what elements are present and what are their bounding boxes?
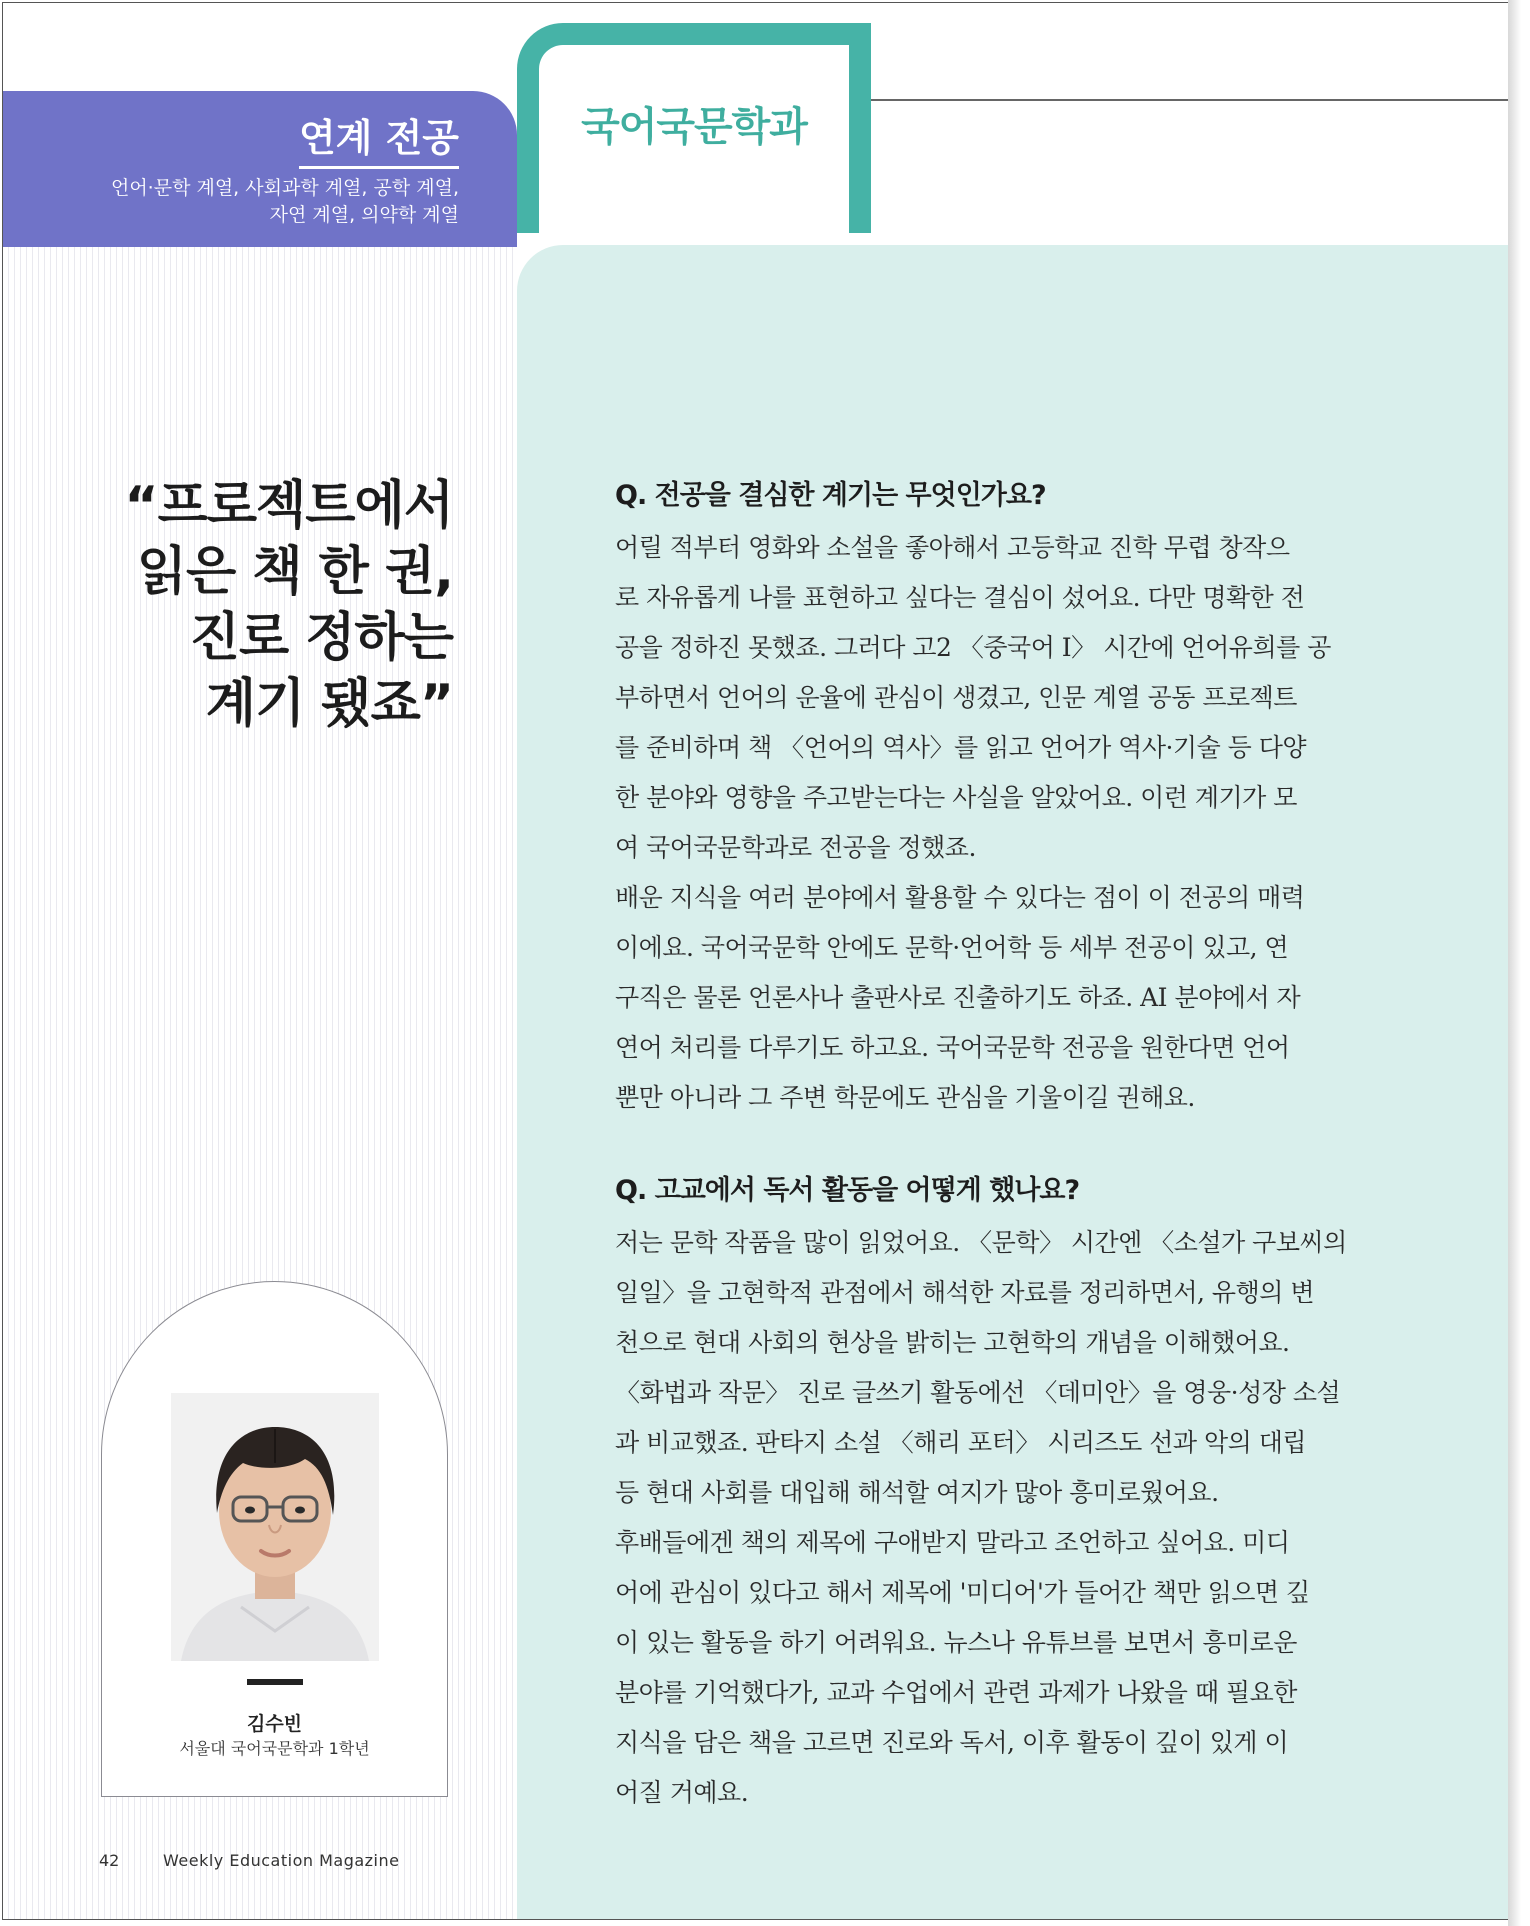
- answer-line: 후배들에겐 책의 제목에 구애받지 말라고 조언하고 싶어요. 미디: [615, 1528, 1290, 1557]
- answer-line: 뿐만 아니라 그 주변 학문에도 관심을 기울이길 권해요.: [615, 1083, 1195, 1112]
- answer-line: 연어 처리를 다루기도 하고요. 국어국문학 전공을 원한다면 언어: [615, 1033, 1290, 1062]
- answer-line: 이 있는 활동을 하기 어려워요. 뉴스나 유튜브를 보면서 흥미로운: [615, 1628, 1297, 1657]
- student-photo: [171, 1393, 379, 1661]
- answer-line: 저는 문학 작품을 많이 읽었어요. 〈문학〉 시간엔 〈소설가 구보씨의: [615, 1228, 1347, 1257]
- section-subtitle: [19, 175, 459, 229]
- answer-line: 〈화법과 작문〉 진로 글쓰기 활동에선 〈데미안〉을 영웅·성장 소설: [615, 1378, 1341, 1407]
- answer-line: 어릴 적부터 영화와 소설을 좋아해서 고등학교 진학 무렵 창작으: [615, 533, 1290, 562]
- student-name: 김수빈: [246, 1713, 303, 1735]
- student-portrait-illustration: [171, 1393, 379, 1661]
- page-number: 42: [99, 1851, 120, 1870]
- answer-line: 부하면서 언어의 운율에 관심이 생겼고, 인문 계열 공동 프로젝트: [615, 683, 1297, 712]
- answer-line: 어질 거예요.: [615, 1778, 749, 1807]
- profile-divider: [247, 1679, 303, 1685]
- quote-line: 읽은 책 한 권,: [136, 542, 453, 602]
- related-majors-band: [3, 91, 517, 247]
- quote-line: 진로 정하는: [189, 608, 453, 668]
- answer-line: 이에요. 국어국문학 안에도 문학·언어학 등 세부 전공이 있고, 연: [615, 933, 1289, 962]
- answer-line: 를 준비하며 책 〈언어의 역사〉를 읽고 언어가 역사·기술 등 다양: [615, 733, 1307, 762]
- top-rule: [871, 99, 1514, 101]
- question-heading: Q. 전공을 결심한 계기는 무엇인가요?: [615, 480, 1046, 511]
- student-school: 서울대 국어국문학과 1학년: [179, 1739, 370, 1758]
- answer-line: 지식을 담은 책을 고르면 진로와 독서, 이후 활동이 깊이 있게 이: [615, 1728, 1289, 1757]
- page-edge-shadow: [1508, 0, 1530, 1926]
- pull-quote: [63, 473, 453, 737]
- answer-line: 천으로 현대 사회의 현상을 밝히는 고현학의 개념을 이해했어요.: [615, 1328, 1290, 1357]
- quote-line: “프로젝트에서: [124, 476, 453, 536]
- answer-line: 일일〉을 고현학적 관점에서 해석한 자료를 정리하면서, 유행의 변: [615, 1278, 1314, 1307]
- section-title: 연계 전공: [299, 107, 459, 169]
- answer-line: 공을 정하진 못했죠. 그러다 고2 〈중국어 Ⅰ〉 시간에 언어유희를 공: [615, 633, 1331, 662]
- magazine-name: Weekly Education Magazine: [163, 1851, 400, 1870]
- answer-line: 분야를 기억했다가, 교과 수업에서 관련 과제가 나왔을 때 필요한: [615, 1678, 1297, 1707]
- magazine-page: [2, 2, 1514, 1920]
- section-subtitle-line: 자연 계열, 의약학 계열: [269, 204, 459, 226]
- answer-line: 구직은 물론 언론사나 출판사로 진출하기도 하죠. AI 분야에서 자: [615, 983, 1301, 1012]
- answer-line: 어에 관심이 있다고 해서 제목에 '미디어'가 들어간 책만 읽으면 깊: [615, 1578, 1310, 1607]
- answer-line: 한 분야와 영향을 주고받는다는 사실을 알았어요. 이런 계기가 모: [615, 783, 1297, 812]
- major-title: 국어국문학과: [581, 104, 807, 150]
- question-heading: Q. 고교에서 독서 활동을 어떻게 했나요?: [615, 1175, 1080, 1206]
- answer-line: 로 자유롭게 나를 표현하고 싶다는 결심이 섰어요. 다만 명확한 전: [615, 583, 1305, 612]
- section-subtitle-line: 언어·문학 계열, 사회과학 계열, 공학 계열,: [110, 177, 459, 199]
- answer-line: 배운 지식을 여러 분야에서 활용할 수 있다는 점이 이 전공의 매력: [615, 883, 1305, 912]
- answer-line: 여 국어국문학과로 전공을 정했죠.: [615, 833, 976, 862]
- quote-line: 계기 됐죠”: [205, 674, 453, 734]
- answer-line: 과 비교했죠. 판타지 소설 〈해리 포터〉 시리즈도 선과 악의 대립: [615, 1428, 1307, 1457]
- answer-line: 등 현대 사회를 대입해 해석할 여지가 많아 흥미로웠어요.: [615, 1478, 1219, 1507]
